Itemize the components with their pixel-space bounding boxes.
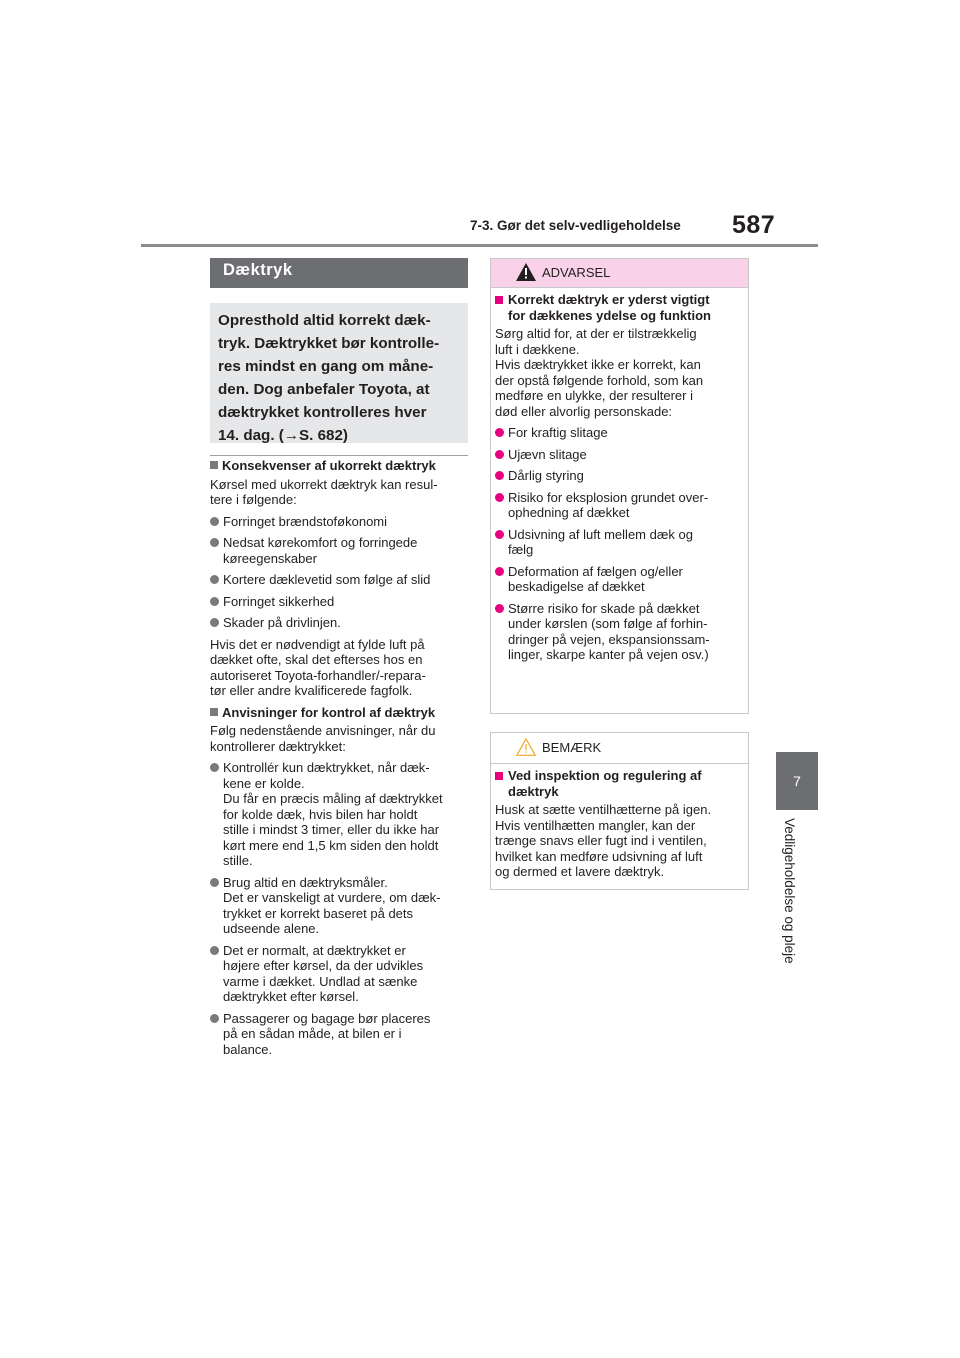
list-item-text: Kortere dæklevetid som følge af slid xyxy=(223,572,431,587)
warning-list xyxy=(495,425,743,663)
header-section-title: 7-3. Gør det selv-vedligeholdelse xyxy=(470,218,681,233)
paragraph: Kørsel med ukorrekt dæktryk kan resul- tere i følgende: xyxy=(210,476,438,507)
intro-box xyxy=(210,303,468,443)
list-item xyxy=(495,447,743,463)
round-bullet-icon xyxy=(495,567,504,576)
chapter-tab: 7 xyxy=(776,752,818,810)
list-item xyxy=(210,1011,468,1058)
list-item xyxy=(210,594,468,610)
round-bullet-icon xyxy=(495,471,504,480)
list-item-text: Deformation af fælgen og/eller beskadigelse af dækket xyxy=(508,563,683,594)
divider xyxy=(210,455,468,456)
list-item xyxy=(495,601,743,663)
list-item-text: Nedsat kørekomfort og forringede køreegenskaber xyxy=(223,535,418,566)
round-bullet-icon xyxy=(495,604,504,613)
notice-body xyxy=(495,768,743,886)
list-item-text: For kraftig slitage xyxy=(508,425,608,440)
square-bullet-icon xyxy=(495,772,503,780)
subheading-instructions: Anvisninger for kontrol af dæktryk xyxy=(210,705,468,721)
paragraph: Følg nedenstående anvisninger, når du kontrollerer dæktrykket: xyxy=(210,723,436,754)
warning-box xyxy=(490,258,749,714)
list-item-text: Det er normalt, at dæktrykket er højere efter kørsel, da der udvikles varme i dækket. Undlad at sænke dæktrykket efter kørsel. xyxy=(223,942,424,1004)
round-bullet-icon xyxy=(210,597,219,606)
instruction-list xyxy=(210,760,468,1057)
notice-label: BEMÆRK xyxy=(542,740,602,755)
list-item xyxy=(210,615,468,631)
list-item xyxy=(210,572,468,588)
caution-triangle-icon xyxy=(516,738,536,756)
round-bullet-icon xyxy=(210,538,219,547)
list-item xyxy=(210,943,468,1005)
intro-text: Opresthold altid korrekt dæk- tryk. Dæktrykket bør kontrolle- res mindst en gang om måne- den. Dog anbefaler Toyota, at dæktrykket kontrolleres hver 14. dag. (→S. 682) xyxy=(218,312,440,444)
list-item-text: Forringet brændstoføkonomi xyxy=(223,513,388,529)
warning-label: ADVARSEL xyxy=(542,265,611,280)
round-bullet-icon xyxy=(210,575,219,584)
square-bullet-icon xyxy=(210,461,218,469)
square-bullet-icon xyxy=(210,708,218,716)
list-item-text: Skader på drivlinjen. xyxy=(223,615,341,630)
section-title-bar xyxy=(210,258,468,288)
round-bullet-icon xyxy=(495,493,504,502)
notice-paragraph: Husk at sætte ventilhætterne på igen. Hvis ventilhætten mangler, kan der trænge snavs eller fugt ind i ventilen, hvilket kan medføre udsivning af luft og dermed et lavere dæktryk. xyxy=(495,802,712,879)
list-item xyxy=(210,535,468,566)
warning-paragraph: Sørg altid for, at der er tilstrækkelig luft i dækkene. Hvis dæktrykket ikke er korrekt, kan der opstå følgende forhold, som kan medføre en ulykke, der resulterer i død eller alvorlig personskade: xyxy=(495,326,704,419)
warning-body xyxy=(495,292,743,669)
list-item xyxy=(210,760,468,869)
warning-triangle-icon xyxy=(516,263,536,281)
round-bullet-icon xyxy=(210,618,219,627)
list-item xyxy=(495,490,743,521)
list-item xyxy=(495,527,743,558)
list-item-text: Kontrollér kun dæktrykket, når dæk- kene er kolde. Du får en præcis måling af dæktrykket for kolde dæk, hvis bilen har holdt stille i mindst 3 timer, eller du ikke har kørt mere end 1,5 km siden den holdt stille. xyxy=(223,760,443,868)
list-item xyxy=(495,425,743,441)
list-item-text: Passagerer og bagage bør placeres på en sådan måde, at bilen er i balance. xyxy=(223,1010,431,1057)
round-bullet-icon xyxy=(210,946,219,955)
paragraph: Hvis det er nødvendigt at fylde luft på dækket ofte, skal det efterses hos en autoriseret Toyota-forhandler/-repara- tør eller andre kvalificerede fagfolk. xyxy=(210,636,426,698)
subheading-consequences: Konsekvenser af ukorrekt dæktryk xyxy=(210,458,468,474)
round-bullet-icon xyxy=(495,428,504,437)
notice-box xyxy=(490,732,749,890)
round-bullet-icon xyxy=(210,517,219,526)
list-item xyxy=(495,468,743,484)
list-item-text: Risiko for eksplosion grundet over- ophedning af dækket xyxy=(508,489,709,520)
round-bullet-icon xyxy=(495,450,504,459)
list-item-text: Ujævn slitage xyxy=(508,446,587,462)
round-bullet-icon xyxy=(495,530,504,539)
round-bullet-icon xyxy=(210,878,219,887)
list-item xyxy=(210,875,468,937)
square-bullet-icon xyxy=(495,296,503,304)
chapter-title: Vedligeholdelse og pleje xyxy=(782,818,797,964)
warning-heading: Korrekt dæktryk er yderst vigtigt for dækkenes ydelse og funktion xyxy=(495,292,743,323)
list-item-text: Større risiko for skade på dækket under kørslen (som følge af forhin- dringer på vejen, ekspansionssam- linger, skarpe kanter på vejen osv.) xyxy=(508,600,710,662)
list-item xyxy=(495,564,743,595)
notice-header xyxy=(491,733,748,764)
list-item-text: Udsivning af luft mellem dæk og fælg xyxy=(508,526,693,557)
page-number: 587 xyxy=(732,211,776,239)
round-bullet-icon xyxy=(210,763,219,772)
list-item xyxy=(210,514,468,530)
notice-heading: Ved inspektion og regulering af dæktryk xyxy=(495,768,743,799)
list-item-text: Brug altid en dæktryksmåler. Det er vanskeligt at vurdere, om dæk- trykket er korrekt baseret på dets udseende alene. xyxy=(223,874,441,936)
consequence-list xyxy=(210,514,468,631)
round-bullet-icon xyxy=(210,1014,219,1023)
list-item-text: Forringet sikkerhed xyxy=(223,593,335,609)
list-item-text: Dårlig styring xyxy=(508,468,584,483)
left-column xyxy=(210,458,468,1063)
section-title: Dæktryk xyxy=(223,261,293,279)
header-rule xyxy=(141,244,818,247)
warning-header xyxy=(491,259,748,288)
